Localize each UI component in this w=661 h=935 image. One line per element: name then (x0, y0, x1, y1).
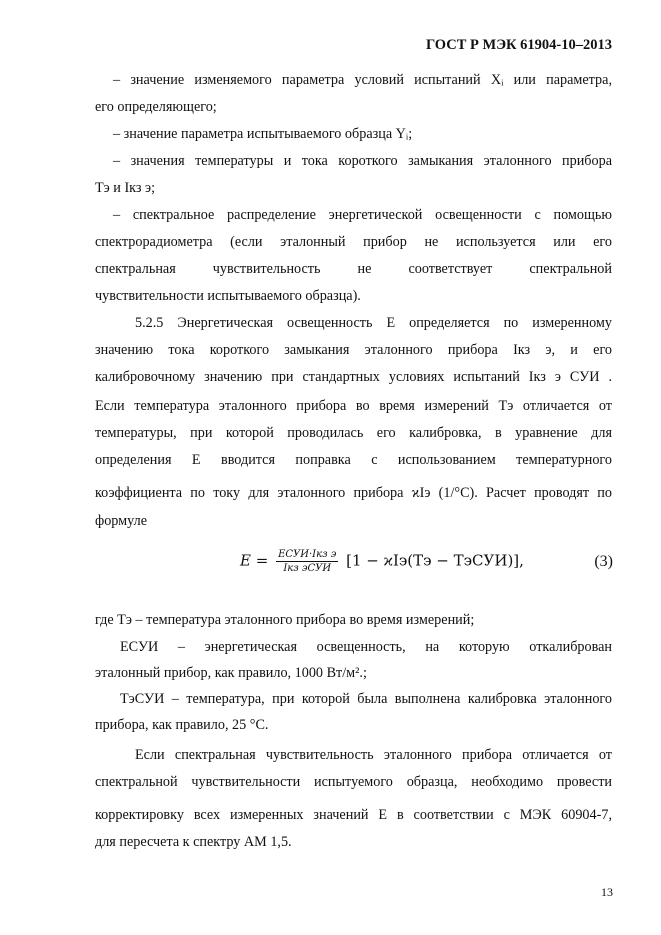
where-line: где Tэ – температура эталонного прибора во время измерений; (95, 612, 475, 628)
formula-fraction (276, 549, 338, 574)
clause-line: 5.2.5 Энергетическая освещенность E определяется по измеренному (135, 315, 612, 331)
clause-line: Если температура эталонного прибора во время измерений Tэ отличается от (95, 398, 612, 414)
bullet-line: спектральная чувствительность не соответствует спектральной (95, 261, 612, 277)
standard-header: ГОСТ Р МЭК 61904-10–2013 (425, 37, 612, 53)
where-line: TэСУИ – температура, при которой была выполнена калибровка эталонного (120, 691, 612, 707)
where-line: EСУИ – энергетическая освещенность, на которую откалиброван (120, 639, 612, 655)
where-line: эталонный прибор, как правило, 1000 Вт/м².; (95, 665, 367, 681)
clause-line: определения E вводится поправка с использованием температурного (95, 452, 612, 468)
clause-line: коэффициента по току для эталонного прибора ϰIэ (1/°С). Расчет проводят по (95, 485, 612, 501)
bullet-line: чувствительности испытываемого образца). (95, 288, 361, 304)
equation-number: (3) (594, 553, 613, 570)
bullet-line: спектрорадиометра (если эталонный прибор не используется или его (95, 234, 612, 250)
bullet-line: его определяющего; (95, 99, 217, 115)
bullet-line: Tэ и Iкз э; (95, 180, 156, 196)
clause-line: формуле (95, 513, 147, 529)
final-line: Если спектральная чувствительность эталонного прибора отличается от (135, 747, 612, 763)
clause-line: температуры, при которой проводилась его калибровка, в уравнение для (95, 425, 612, 441)
formula-lhs: E = (240, 551, 269, 570)
formula-numerator: EСУИ·Iкз э (278, 549, 337, 560)
final-line: корректировку всех измеренных значений E в соответствии с МЭК 60904-7, (95, 807, 612, 823)
formula (240, 549, 524, 574)
page-number: 13 (601, 885, 613, 899)
final-line: для пересчета к спектру АМ 1,5. (95, 834, 292, 850)
bullet-line: – значения температуры и тока короткого замыкания эталонного прибора (113, 153, 612, 169)
final-line: спектральной чувствительности испытуемого образца, необходимо провести (95, 774, 612, 790)
clause-line: калибровочному значению при стандартных условиях испытаний Iкз э СУИ . (95, 369, 612, 385)
bullet-line: – значение изменяемого параметра условий испытаний Xᵢ или параметра, (113, 72, 612, 88)
clause-line: значению тока короткого замыкания эталонного прибора Iкз э, и его (95, 342, 612, 358)
bullet-line: – значение параметра испытываемого образца Yᵢ; (113, 126, 413, 142)
formula-rhs: [1 − ϰIэ(Tэ − TэСУИ)], (346, 551, 524, 570)
bullet-line: – спектральное распределение энергетической освещенности с помощью (113, 207, 612, 223)
formula-denominator: Iкз эСУИ (283, 563, 332, 574)
where-line: прибора, как правило, 25 °С. (95, 717, 269, 733)
